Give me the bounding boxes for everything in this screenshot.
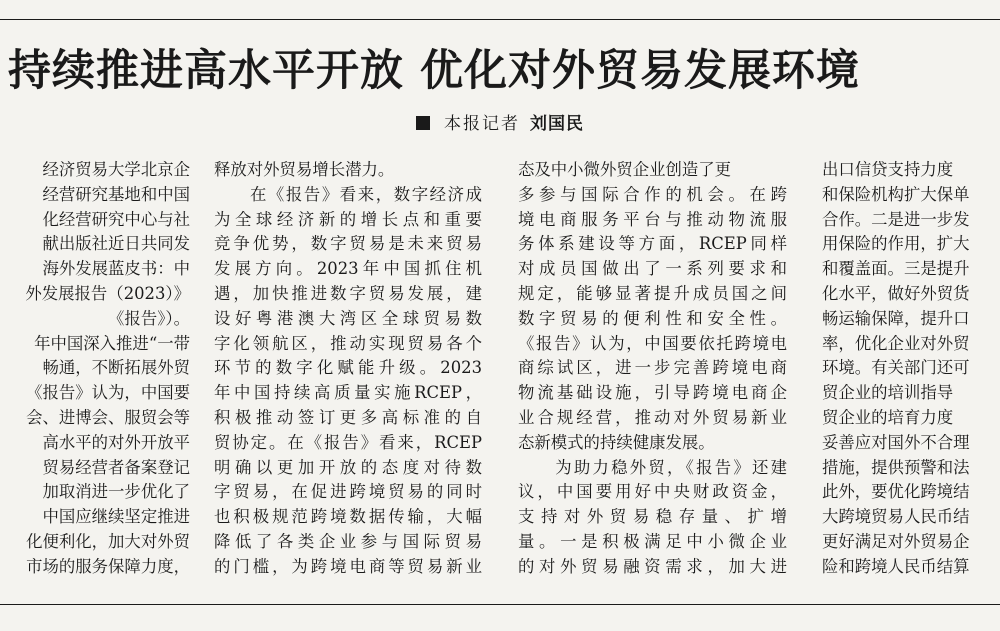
article-text-line: 年中国持续高质量实施RCEP， xyxy=(214,383,482,403)
article-text-line: 物流基础设施，引导跨境电商企 xyxy=(518,383,787,403)
top-rule xyxy=(0,19,1000,20)
article-text-line: 积极推动签订更多高标准的自 xyxy=(214,407,482,427)
article-text-line: 《报告》认为，中国要 xyxy=(26,383,190,403)
article-text-line: 化便利化，加大对外贸 xyxy=(26,531,190,551)
article-text-line: 贸协定。在《报告》看来，RCEP xyxy=(214,432,482,452)
article-text-line: 境电商服务平台与推动物流服 xyxy=(518,209,787,229)
article-text-line: 发展方向。2023年中国抓住机 xyxy=(214,259,482,279)
article-text-line: 中国应继续坚定推进 xyxy=(42,507,190,527)
article-text-line: 字化领航区，推动实现贸易各个 xyxy=(214,333,482,353)
article-text-line: 贸企业的培育力度 xyxy=(822,407,954,427)
article-text-line: 措施，提供预警和法 xyxy=(822,457,970,477)
article-text-line: 支持对外贸易稳存量、扩增 xyxy=(518,507,787,527)
article-text-line: 务体系建设等方面，RCEP同样 xyxy=(518,234,787,254)
byline-role: 本报记者 xyxy=(444,114,520,134)
article-text-line: 竞争优势，数字贸易是未来贸易 xyxy=(214,234,482,254)
byline-author: 刘国民 xyxy=(530,114,584,134)
article-text-line: 畅运输保障，提升口 xyxy=(822,308,970,328)
article-text-line: 外发展报告（2023）》 xyxy=(25,283,190,303)
article-text-line: 合作。二是进一步发 xyxy=(822,209,970,229)
article-text-line: 畅通，不断拓展外贸 xyxy=(42,358,190,378)
article-text-line: 释放对外贸易增长潜力。 xyxy=(214,160,395,179)
article-text-line: 字贸易，在促进跨境贸易的同时 xyxy=(214,482,482,502)
article-text-line: 量。一是积极满足中小微企业 xyxy=(518,531,787,551)
article-text-line: 环境。有关部门还可 xyxy=(822,358,970,378)
article-text-line: 经营研究基地和中国 xyxy=(42,184,190,204)
article-text-line: 态新模式的持续健康发展。 xyxy=(518,432,715,452)
article-text-line: 化水平，做好外贸货 xyxy=(822,283,970,303)
article-column-1 xyxy=(0,158,190,598)
article-text-line: 设好粤港澳大湾区全球贸易数 xyxy=(214,308,482,328)
article-text-line: 和保险机构扩大保单 xyxy=(822,184,970,204)
article-text-line: 规定，能够显著提升成员国之间 xyxy=(518,283,787,303)
article-column-4 xyxy=(822,158,1000,598)
article-text-line: 大跨境贸易人民币结 xyxy=(822,507,970,527)
article-text-line: 年中国深入推进“一带 xyxy=(34,333,190,353)
bottom-rule xyxy=(0,604,1000,605)
article-text-line: 遇，加快推进数字贸易发展，建 xyxy=(214,283,482,303)
article-text-line: 环节的数字化赋能升级。2023 xyxy=(214,358,482,378)
article-text-line: 经济贸易大学北京企 xyxy=(42,160,190,179)
byline xyxy=(0,112,1000,136)
article-text-line: 高水平的对外开放平 xyxy=(42,432,190,452)
byline-square-icon xyxy=(416,116,430,130)
article-text-line: 多参与国际合作的机会。在跨 xyxy=(518,184,787,204)
article-text-line: 明确以更加开放的态度对待数 xyxy=(214,457,482,477)
article-text-line: 对成员国做出了一系列要求和 xyxy=(518,259,787,279)
article-text-line: 数字贸易的便利性和安全性。 xyxy=(518,308,787,328)
article-text-line: 《报告》认为，中国要依托跨境电 xyxy=(518,333,787,353)
article-text-line: 为全球经济新的增长点和重要 xyxy=(214,209,482,229)
article-text-line: 的对外贸易融资需求，加大进 xyxy=(518,556,787,576)
article-column-3 xyxy=(518,158,787,598)
article-text-line: 和覆盖面。三是提升 xyxy=(822,259,970,279)
article-text-line: 海外发展蓝皮书：中 xyxy=(42,259,190,279)
article-text-line: 态及中小微外贸企业创造了更 xyxy=(518,160,732,179)
headline: 持续推进高水平开放 优化对外贸易发展环境 xyxy=(8,46,860,96)
article-text-line: 妥善应对国外不合理 xyxy=(822,432,970,452)
article-text-line: 商综试区，进一步完善跨境电商 xyxy=(518,358,787,378)
article-text-line: 议，中国要用好中央财政资金， xyxy=(518,482,787,502)
article-text-line: 降低了各类企业参与国际贸易 xyxy=(214,531,482,551)
article-text-line: 在《报告》看来，数字经济成 xyxy=(214,184,482,204)
article-text-line: 出口信贷支持力度 xyxy=(822,160,954,179)
article-column-2 xyxy=(214,158,482,598)
article-text-line: 《报告》）。 xyxy=(108,308,190,328)
article-text-line: 会、进博会、服贸会等 xyxy=(26,407,190,427)
article-text-line: 贸企业的培训指导 xyxy=(822,383,954,403)
article-text-line: 也积极规范跨境数据传输，大幅 xyxy=(214,507,482,527)
article-text-line: 此外，要优化跨境结 xyxy=(822,482,970,502)
article-text-line: 献出版社近日共同发 xyxy=(42,234,190,254)
article-text-line: 贸易经营者备案登记 xyxy=(42,457,190,477)
article-text-line: 更好满足对外贸易企 xyxy=(822,531,970,551)
article-text-line: 率，优化企业对外贸 xyxy=(822,333,970,353)
article-text-line: 为助力稳外贸，《报告》还建 xyxy=(518,457,787,477)
article-text-line: 用保险的作用，扩大 xyxy=(822,234,970,254)
article-text-line: 的门槛，为跨境电商等贸易新业 xyxy=(214,556,482,576)
article-text-line: 险和跨境人民币结算 xyxy=(822,556,970,576)
article-text-line: 加取消进一步优化了 xyxy=(42,482,190,502)
article-text-line: 业合规经营，推动对外贸易新业 xyxy=(518,407,787,427)
article-text-line: 市场的服务保障力度， xyxy=(26,556,190,576)
article-text-line: 化经营研究中心与社 xyxy=(42,209,190,229)
